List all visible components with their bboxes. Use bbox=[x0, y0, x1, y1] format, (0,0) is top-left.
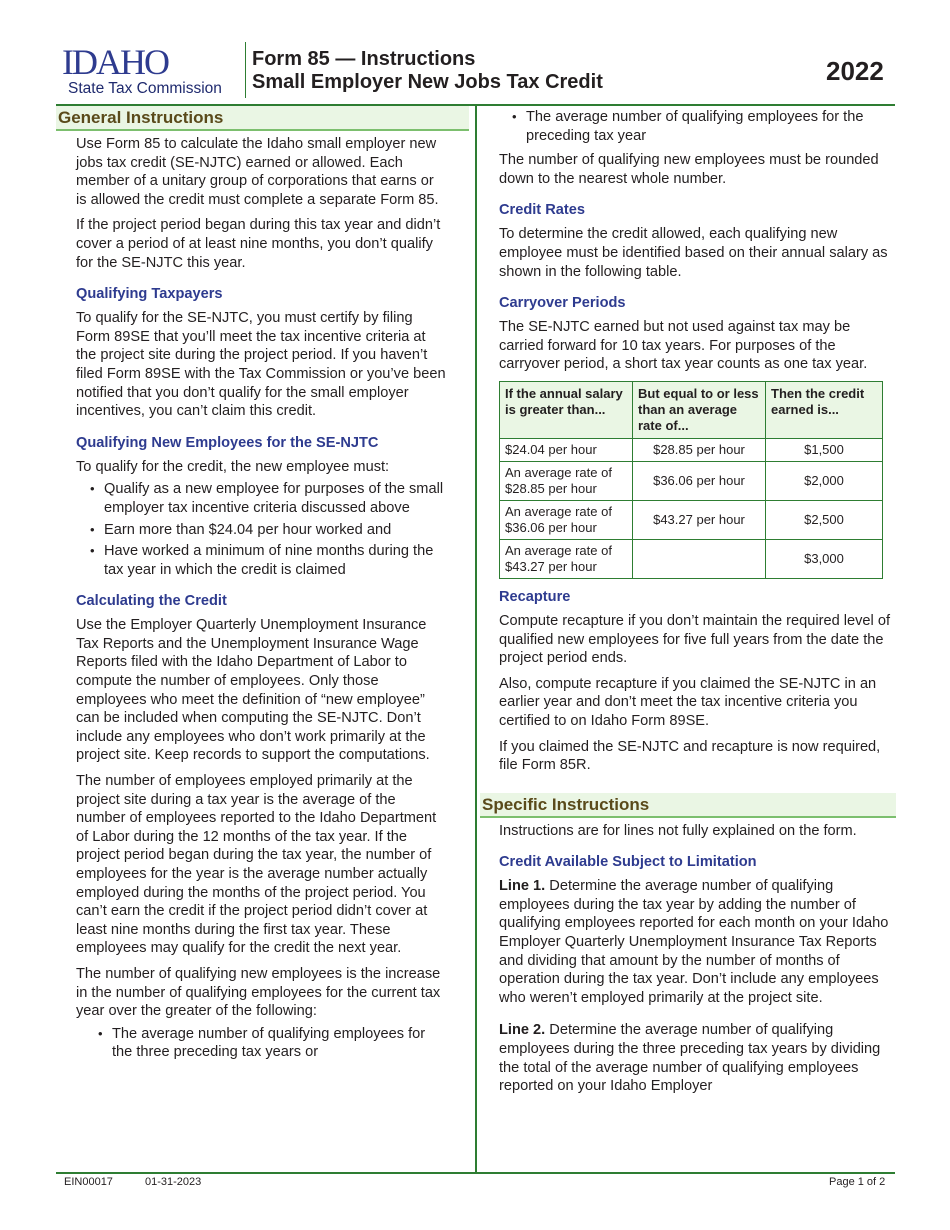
table-cell: $36.06 per hour bbox=[633, 461, 766, 500]
paragraph: Also, compute recapture if you claimed the SE-NJTC in an earlier year and don’t meet the tax incentive criteria you certified to on Idaho Form 89SE. bbox=[499, 675, 877, 729]
page-header bbox=[0, 0, 950, 105]
line-1-instruction bbox=[499, 877, 896, 1007]
table-row bbox=[500, 500, 883, 539]
table-header: But equal to or less than an average rate of... bbox=[633, 381, 766, 438]
table-cell: $2,500 bbox=[766, 500, 883, 539]
form-title: Form 85 — Instructions bbox=[252, 48, 476, 70]
table-header-row bbox=[500, 381, 883, 438]
list-item: • The average number of qualifying employees for the preceding tax year bbox=[512, 108, 896, 145]
paragraph: The number of employees employed primarily at the project site during a tax year is the average of the number of employees reported to the Idaho Department of Labor during the 12 months of the tax year. If the project period began during the tax year, the number of employees for the year is the average number actually employed during the months of the project period. You can’t earn the credit if the project period didn’t cover at least nine months during the first tax year. These employees may qualify for the credit the next year. bbox=[76, 773, 437, 957]
tax-year: 2022 bbox=[826, 56, 884, 86]
table-cell: $43.27 per hour bbox=[633, 500, 766, 539]
line-label: Line 2. bbox=[499, 1022, 546, 1039]
recapture-heading: Recapture bbox=[499, 588, 571, 605]
bullet-list bbox=[90, 480, 448, 579]
table-cell: $3,000 bbox=[766, 539, 883, 578]
list-item: • Earn more than $24.04 per hour worked and bbox=[90, 521, 448, 540]
paragraph: Instructions are for lines not fully explained on the form. bbox=[499, 822, 857, 839]
paragraph: To qualify for the SE-NJTC, you must certify by filing Form 89SE that you’ll meet the tax incentive criteria at the project site during the project period. If you haven’t filed Form 89SE with the Tax Commission or you’ve been notified that you don’t qualify for the small employer incentives, you can’t claim this credit. bbox=[76, 310, 446, 420]
logo-wordmark: IDAHO bbox=[62, 42, 168, 82]
table-header: Then the credit earned is... bbox=[766, 381, 883, 438]
table-cell: $28.85 per hour bbox=[633, 438, 766, 461]
line-text: Determine the average number of qualifying employees during the three preceding tax years by dividing the total of the average number of qualifying employees reported on your Idaho Employer bbox=[499, 1022, 881, 1095]
paragraph: The number of qualifying new employees is the increase in the number of qualifying employees for the current tax year over the greater of the following: bbox=[76, 965, 441, 1020]
idaho-logo bbox=[62, 42, 242, 98]
table-cell: An average rate of $36.06 per hour bbox=[500, 500, 633, 539]
paragraph: If you claimed the SE-NJTC and recapture is now required, file Form 85R. bbox=[499, 738, 881, 774]
line-text: Determine the average number of qualifying employees during the tax year by adding the number of qualifying employees reported for each month on your Idaho Employer Quarterly Unemployment Insurance Tax Reports and dividing that amount by the number of months of operation during the tax year. Don’t include any employees who weren’t employed primarily at the project site. bbox=[499, 878, 889, 1006]
table-cell: An average rate of $43.27 per hour bbox=[500, 539, 633, 578]
left-column bbox=[58, 106, 448, 1066]
paragraph: Use the Employer Quarterly Unemployment Insurance Tax Reports and the Unemployment Insurance Wage Reports filed with the Idaho Department of Labor to compute the number of employees. Only those employees who meet the definition of “new employee” can be included when computing the SE-NJTC. Don’t include any employees who don’t work primarily at the project site. Keep records to support the computations. bbox=[76, 617, 430, 764]
list-item: • Qualify as a new employee for purposes of the small employer tax incentive criteria discussed above bbox=[90, 480, 448, 517]
paragraph: If the project period began during this tax year and didn’t cover a period of at least nine months, you don’t qualify for the SE-NJTC this year. bbox=[76, 217, 441, 271]
table-cell: $24.04 per hour bbox=[500, 438, 633, 461]
specific-instructions-heading: Specific Instructions bbox=[480, 793, 896, 818]
list-item: • Have worked a minimum of nine months during the tax year in which the credit is claimed bbox=[90, 542, 448, 579]
line-label: Line 1. bbox=[499, 878, 546, 895]
table-row bbox=[500, 438, 883, 461]
list-item: • The average number of qualifying employees for the three preceding tax years or bbox=[98, 1025, 448, 1062]
column-divider bbox=[475, 106, 477, 1172]
calculating-credit-heading: Calculating the Credit bbox=[76, 593, 227, 610]
bullet-list bbox=[512, 108, 896, 145]
form-subtitle: Small Employer New Jobs Tax Credit bbox=[252, 71, 603, 93]
paragraph: Compute recapture if you don’t maintain the required level of qualified new employees for five full years from the date the project period ends. bbox=[499, 612, 891, 667]
qualifying-taxpayers-heading: Qualifying Taxpayers bbox=[76, 286, 223, 303]
table-cell: $2,000 bbox=[766, 461, 883, 500]
table-cell: An average rate of $28.85 per hour bbox=[500, 461, 633, 500]
right-column bbox=[482, 108, 896, 1103]
credit-available-heading: Credit Available Subject to Limitation bbox=[499, 854, 757, 871]
table-header: If the annual salary is greater than... bbox=[500, 381, 633, 438]
form-code: EIN00017 bbox=[64, 1176, 113, 1188]
credit-rates-heading: Credit Rates bbox=[499, 202, 585, 219]
paragraph: To determine the credit allowed, each qualifying new employee must be identified based on their annual salary as shown in the following table. bbox=[499, 226, 888, 280]
revision-date: 01-31-2023 bbox=[145, 1176, 202, 1188]
credit-rates-table bbox=[499, 381, 883, 579]
logo-subtitle: State Tax Commission bbox=[68, 80, 222, 97]
paragraph: The SE-NJTC earned but not used against tax may be carried forward for 10 tax years. For purposes of the carryover period, a short tax year counts as one tax year. bbox=[499, 319, 868, 373]
qualifying-new-employees-heading: Qualifying New Employees for the SE-NJTC bbox=[76, 434, 379, 451]
page-number: Page 1 of 2 bbox=[829, 1176, 886, 1188]
paragraph: The number of qualifying new employees must be rounded down to the nearest whole number. bbox=[499, 152, 879, 187]
table-row bbox=[500, 539, 883, 578]
table-row bbox=[500, 461, 883, 500]
paragraph: Use Form 85 to calculate the Idaho small employer new jobs tax credit (SE-NJTC) earned or allowed. Each member of a unitary group of corporations that earns or is allowed the credit must complete a separate Form 85. bbox=[76, 136, 439, 208]
paragraph: To qualify for the credit, the new employee must: bbox=[76, 458, 390, 475]
carryover-periods-heading: Carryover Periods bbox=[499, 295, 626, 312]
general-instructions-heading: General Instructions bbox=[56, 106, 469, 131]
table-cell bbox=[633, 539, 766, 578]
header-separator bbox=[245, 42, 246, 98]
line-2-instruction bbox=[499, 1021, 896, 1095]
footer-rule bbox=[56, 1172, 895, 1174]
table-cell: $1,500 bbox=[766, 438, 883, 461]
bullet-list bbox=[98, 1025, 448, 1062]
